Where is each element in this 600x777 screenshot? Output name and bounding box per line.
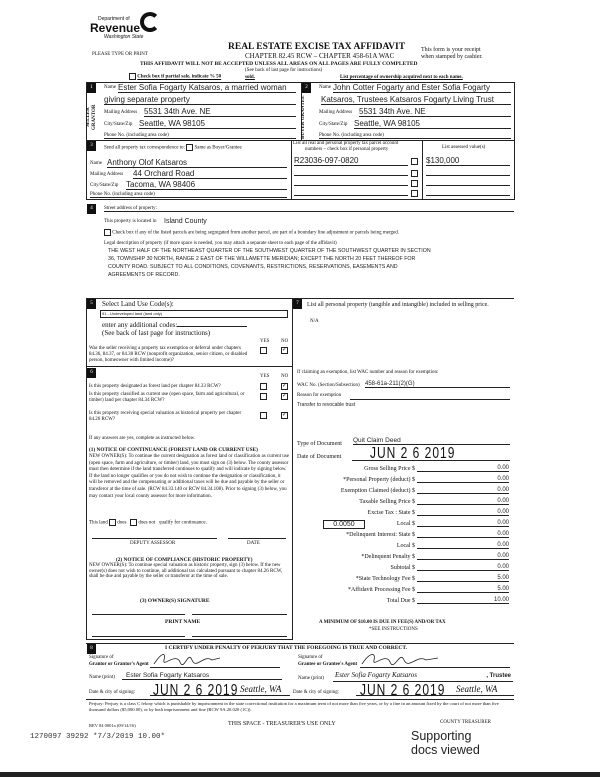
rev-number: REV 84 0001a (09/14/16) xyxy=(89,723,136,728)
historic-no-checkbox[interactable]: ✓ xyxy=(282,412,288,418)
wac-input[interactable]: 458-61a-211(2)(G) xyxy=(365,381,510,388)
grantor-signature[interactable] xyxy=(150,656,280,668)
fee-label: Total Due $ xyxy=(386,598,415,604)
seller-city[interactable]: Seattle, WA 98105 xyxy=(139,119,296,129)
logo-line3: Washington State xyxy=(104,34,144,40)
no-header-5: NO xyxy=(281,339,289,344)
notice1-title: (1) NOTICE OF CONTINUANCE (FOREST LAND OR CURRENT USE) xyxy=(89,447,258,453)
current-use-question: Is this property classified as current use (open space, farm and agricultural, or timber) land per chapter 84.34 RCW? xyxy=(89,392,245,403)
land-use-select[interactable]: 91 - Undeveloped land (land only) xyxy=(100,310,288,318)
reason-input[interactable]: Transfer to revocable trust xyxy=(297,402,356,408)
parcel-header-1: List all real and personal property tax parcel account xyxy=(293,141,399,146)
notice2-title: (2) NOTICE OF COMPLIANCE (HISTORIC PROPERTY) xyxy=(116,557,253,563)
grantor-sig-label-1: Signature of xyxy=(89,655,114,660)
fee-value[interactable]: 0.00 xyxy=(417,520,509,527)
section-5-number: 5 xyxy=(87,299,96,309)
logo-swirl-icon xyxy=(140,12,160,32)
fee-value[interactable]: 0.00 xyxy=(417,542,509,549)
personal-property-value[interactable]: N/A xyxy=(310,319,319,324)
form-warning: THIS AFFIDAVIT WILL NOT BE ACCEPTED UNLESS ALL AREAS ON ALL PAGES ARE FULLY COMPLETED xyxy=(140,61,418,67)
fee-label: *Affidavit Processing Fee $ xyxy=(347,587,415,593)
grantor-city-handwritten: Seattle, WA xyxy=(240,684,282,694)
corr-name[interactable]: Anthony Olof Katsaros xyxy=(107,158,287,168)
grantor-name-label: Name (print) xyxy=(89,675,115,680)
fee-label: *Delinquent Interest: State $ xyxy=(346,532,415,538)
perjury-statement: Perjury: Perjury is a class C felony which is punishable by imprisonment in the state correctional institution for a maximum term of not more than five years, or by a fine in an amount fixed by the court of not more than five thousand dollars ($5,000.00), or by both imprisonment and fine (RCW 9A.20.020 (1C)). xyxy=(89,701,499,712)
yes-header-5: YES xyxy=(260,339,270,344)
grantee-signature-scribble xyxy=(360,650,440,666)
grantee-date-city[interactable] xyxy=(356,680,514,700)
grantee-date-label: Date & city of signing: xyxy=(293,690,340,695)
owner-signature-line-1[interactable] xyxy=(92,614,185,615)
logo-line1: Department of xyxy=(98,16,130,22)
treasurer-space: THIS SPACE - TREASURER'S USE ONLY xyxy=(228,721,336,727)
local-rate-input[interactable]: 0.0050 xyxy=(323,520,365,529)
corr-address[interactable]: 44 Orchard Road xyxy=(133,169,287,179)
seller-name-2[interactable]: giving separate property xyxy=(104,95,296,105)
personal-property-label: List all personal property (tangible and intangible) included in selling price. xyxy=(307,302,489,308)
doc-date-input[interactable] xyxy=(352,443,510,463)
fee-label: *Personal Property (deduct) $ xyxy=(343,477,415,483)
fee-label: Local $ xyxy=(396,521,415,527)
fee-label: Exemption Claimed (deduct) $ xyxy=(340,488,415,494)
corr-name-label: Name xyxy=(90,161,102,166)
legal-label: Legal description of property (if more space is needed, you may attach a separate sheet to each page of the affidavit) xyxy=(104,241,337,246)
sold-label: sold. xyxy=(245,75,255,80)
reason-label: Reason for exemption xyxy=(297,393,342,398)
corr-address-label: Mailing Address xyxy=(90,172,124,177)
personal-property-checkbox-1[interactable] xyxy=(411,158,418,165)
continuance-row: This land does does not qualify for continuance. xyxy=(89,520,207,526)
fee-value[interactable]: 0.00 xyxy=(417,465,509,472)
perjury-divider xyxy=(86,699,514,700)
owner-signature-line-2[interactable] xyxy=(192,614,287,615)
street-address[interactable]: Street address of property: xyxy=(104,206,514,212)
right-column-divider xyxy=(292,366,294,640)
grantee-name-handwritten: Ester Sofia Fogarty Katsaros xyxy=(335,671,417,679)
q5-yes-checkbox[interactable] xyxy=(260,347,267,354)
notice2-body: NEW OWNER(S): To continue special valuation as historic property, sign (3) below. If the new owner(s) does not wish to continue, all additional tax calculated pursuant to chapter 84.26 RCW, shall be due and payable by the seller or transferor at the time of sale. xyxy=(89,563,283,580)
buyer-name-label: Name xyxy=(319,85,331,90)
correspondence-label: Send all property tax correspondence to: Same as Buyer/Grantee xyxy=(104,145,242,151)
fee-label: Taxable Selling Price $ xyxy=(359,499,415,505)
print-name-line-1[interactable] xyxy=(92,636,185,637)
buyer-address[interactable]: 5531 34th Ave. NE xyxy=(359,107,511,117)
fee-value[interactable]: 0.00 xyxy=(417,531,509,538)
historic-question: Is this property receiving special valuation as historical property per chapter 84.26 RCW? xyxy=(89,411,242,422)
corr-phone[interactable]: Phone No. (including area code) xyxy=(90,192,287,198)
seller-address-label: Mailing Address xyxy=(104,110,138,115)
section-2-number: 2 xyxy=(302,83,311,93)
grantee-date-stamp: JUN 2 6 2019 xyxy=(360,680,446,700)
grantor-sig-label-2: Grantor or Grantor's Agent xyxy=(89,662,149,667)
parcel-number-4[interactable] xyxy=(294,188,408,196)
form-title: REAL ESTATE EXCISE TAX AFFIDAVIT xyxy=(228,42,406,52)
please-type: PLEASE TYPE OR PRINT xyxy=(92,52,148,57)
section-7-number: 7 xyxy=(293,299,302,309)
partial-sale-checkbox[interactable] xyxy=(129,73,136,80)
trustee-label: , Trustee xyxy=(486,673,511,679)
owner-signature-label: (3) OWNER(S) SIGNATURE xyxy=(140,598,210,604)
county-value[interactable]: Island County xyxy=(164,218,207,225)
see-back: (See back of last page for instructions) xyxy=(245,68,323,73)
forest-yes-checkbox[interactable] xyxy=(260,383,267,390)
minimum-note: A MINIMUM OF $10.00 IS DUE IN FEE(S) AND/OR TAX xyxy=(319,620,446,625)
fee-value[interactable]: 0.00 xyxy=(417,553,509,560)
receipt-note-2: when stamped by cashier. xyxy=(421,54,483,60)
doc-type-input[interactable]: Quit Claim Deed xyxy=(353,437,510,445)
forest-no-checkbox[interactable]: ✓ xyxy=(282,383,288,389)
logo-line2: Revenue xyxy=(90,21,141,35)
located-in-label: This property is located in xyxy=(104,219,157,224)
scan-edge xyxy=(0,772,600,777)
q5-no-checkbox[interactable]: ✓ xyxy=(282,347,288,353)
certify-statement: I CERTIFY UNDER PENALTY OF PERJURY THAT THE FOREGOING IS TRUE AND CORRECT. xyxy=(165,645,408,651)
exemption-label: If claiming an exemption, list WAC number and reason for exemption: xyxy=(297,370,439,375)
right-column-top-border xyxy=(292,298,514,299)
assessor-date-line[interactable] xyxy=(228,538,286,539)
seller-address[interactable]: 5531 34th Ave. NE xyxy=(144,107,296,117)
grantor-date-label: Date & city of signing: xyxy=(89,690,136,695)
fee-value[interactable]: 0.00 xyxy=(417,509,509,516)
grantor-signature-scribble xyxy=(152,650,222,666)
does-checkbox[interactable] xyxy=(109,519,116,526)
fee-label: Gross Selling Price $ xyxy=(364,466,415,472)
grantee-sig-label-1: Signature of xyxy=(298,655,323,660)
doc-date-label: Date of Document xyxy=(297,454,342,460)
buyer-name-2[interactable]: Katsaros, Trustees Katsaros Fogarty Living Trust xyxy=(321,95,511,105)
legal-line-2: 36, TOWNSHIP 30 NORTH, RANGE 2 EAST OF THE WILLAMETTE MERIDIAN; EXCEPT THE NORTH 20 FEET THEREOF FOR xyxy=(108,256,416,262)
reason-line xyxy=(350,399,510,400)
grantor-name[interactable]: Ester Sofia Fogarty Katsaros xyxy=(122,672,282,680)
fee-value[interactable]: 0.00 xyxy=(417,476,509,483)
segregated-row: Check box if any of the listed parcels are being segregated from another parcel, are part of a boundary line adjustment or parcels being merged. xyxy=(104,229,399,236)
corr-city-label: City/State/Zip xyxy=(90,183,119,188)
section-4-number: 4 xyxy=(87,204,96,214)
seller-side-label: SELLER GRANTOR xyxy=(86,104,97,131)
land-use-see-back: (See back of last page for instructions) xyxy=(102,329,211,337)
section-8-top-border xyxy=(86,643,514,644)
section-8-number: 8 xyxy=(87,644,96,654)
seller-name-1[interactable]: Ester Sofia Fogarty Katsaros, a married woman xyxy=(118,83,296,93)
fee-label: Local $ xyxy=(396,543,415,549)
assessed-value-3[interactable] xyxy=(426,178,510,186)
parcel-number-3[interactable] xyxy=(294,178,408,186)
receipt-note-1: This form is your receipt xyxy=(421,47,481,53)
date-label: DATE xyxy=(247,541,260,546)
grantee-signature[interactable] xyxy=(360,656,510,668)
corr-city[interactable]: Tacoma, WA 98406 xyxy=(126,180,287,190)
yes-header-6: YES xyxy=(260,374,270,379)
receipt-line: 1270097 39292 *7/3/2019 10.00* xyxy=(30,733,166,741)
seller-city-label: City/State/Zip xyxy=(104,122,133,127)
supporting-docs-stamp: Supporting docs viewed xyxy=(411,729,480,757)
buyer-side-label: BUYER GRANTEE xyxy=(301,95,306,140)
personal-property-checkbox-4[interactable] xyxy=(411,190,418,197)
ownership-note: List percentage of ownership acquired next to each name. xyxy=(340,75,463,80)
county-treasurer: COUNTY TREASURER xyxy=(440,720,491,725)
assessed-value-1[interactable]: $130,000 xyxy=(426,156,510,166)
current-use-no-checkbox[interactable]: ✓ xyxy=(282,393,288,399)
fee-value[interactable]: 5.00 xyxy=(417,586,509,593)
does-not-checkbox[interactable] xyxy=(130,519,137,526)
print-name-line-2[interactable] xyxy=(192,636,287,637)
legal-line-3: COUNTY ROAD. SUBJECT TO ALL CONDITIONS, COVENANTS, RESTRICTIONS, RESERVATIONS, EASEMENTS AND xyxy=(108,264,398,270)
fee-label: *Delinquent Penalty $ xyxy=(361,554,415,560)
buyer-city[interactable]: Seattle, WA 98105 xyxy=(354,119,511,129)
section-1-number: 1 xyxy=(87,83,96,93)
print-name-label: PRINT NAME xyxy=(165,619,201,625)
grantee-name-label: Name (print) xyxy=(298,676,324,681)
legal-line-4: AGREEMENTS OF RECORD. xyxy=(108,272,180,278)
doc-type-label: Type of Document xyxy=(297,441,342,447)
assessed-header: List assessed value(s) xyxy=(442,145,486,150)
grantor-date-city[interactable] xyxy=(150,680,290,700)
seller-phone[interactable]: Phone No. (including area code) xyxy=(104,133,296,139)
fee-label: Subtotal $ xyxy=(390,565,415,571)
parcel-number-2[interactable] xyxy=(294,168,408,176)
fee-value[interactable]: 0.00 xyxy=(417,564,509,571)
buyer-phone[interactable]: Phone No. (including area code) xyxy=(319,133,511,139)
assessed-value-2[interactable] xyxy=(426,168,510,176)
deputy-assessor-label: DEPUTY ASSESSOR xyxy=(130,541,176,546)
notice1-body: NEW OWNER(S): To continue the current designation as forest land or classification as current use (open space, farm and agriculture, or timber) land, you must sign on (3) below. The county assessor must then determine if the land transferred continues to qualify and will indicate by signing below. If the land no longer qualifies or you do not wish to continue the designation or classification, it will be removed and the compensating or additional taxes will be due and payable by the seller or transferor at the time of sale. (RCW 84.33.140 or RCW 84.34.108). Prior to signing (3) below, you may contact your local county assessor for more information. xyxy=(89,454,289,499)
partial-sale: Check box if partial sale, indicate % 50 xyxy=(129,73,221,80)
section-6-number: 6 xyxy=(87,368,96,378)
additional-codes-input[interactable] xyxy=(177,320,247,327)
no-header-6: NO xyxy=(281,374,289,379)
current-use-yes-checkbox[interactable] xyxy=(260,393,267,400)
land-use-label: Select Land Use Code(s): xyxy=(102,300,174,308)
grantee-sig-label-2: Grantee or Grantee's Agent xyxy=(298,662,358,667)
buyer-name-1[interactable]: John Cotter Fogarty and Ester Sofia Fogarty xyxy=(333,83,511,93)
fee-label: *State Technology Fee $ xyxy=(355,576,415,582)
buyer-address-label: Mailing Address xyxy=(319,110,353,115)
parcel-header-2: numbers – check box if personal property xyxy=(305,147,389,152)
fee-value[interactable]: 5.00 xyxy=(417,575,509,582)
seller-name-label: Name xyxy=(104,85,116,90)
deputy-assessor-line[interactable] xyxy=(92,538,217,539)
historic-yes-checkbox[interactable] xyxy=(260,412,267,419)
parcel-number-1[interactable]: R23036-097-0820 xyxy=(294,156,408,166)
grantor-date-stamp: JUN 2 6 2019 xyxy=(153,680,239,700)
fee-value[interactable]: 0.00 xyxy=(417,487,509,494)
exemption-question: Was the seller receiving a property tax exemption or deferral under chapters 84.36, 84.37, or 84.38 RCW (nonprofit organization, senior citizen, or disabled person, homeowner with limited income)? xyxy=(89,346,248,363)
forest-question: Is this property designated as forest land per chapter 84.33 RCW? xyxy=(89,384,221,389)
section-3-number: 3 xyxy=(87,141,96,151)
assessed-value-4[interactable] xyxy=(426,188,510,196)
fee-value[interactable]: 10.00 xyxy=(417,597,509,604)
fee-value[interactable]: 0.00 xyxy=(417,498,509,505)
wac-label: WAC No. (Section/Subsection) xyxy=(297,383,360,388)
personal-property-checkbox-3[interactable] xyxy=(411,180,418,187)
legal-line-1: THE WEST HALF OF THE NORTHEAST QUARTER OF THE SOUTHWEST QUARTER OF THE SOUTHWEST QUARTER IN SECTION xyxy=(108,248,431,254)
personal-property-checkbox-2[interactable] xyxy=(411,170,418,177)
segregated-checkbox[interactable] xyxy=(104,229,111,236)
see-instructions: *SEE INSTRUCTIONS xyxy=(369,627,418,632)
same-as-buyer-checkbox[interactable] xyxy=(186,144,193,151)
fee-label: Excise Tax : State $ xyxy=(367,510,415,516)
buyer-city-label: City/State/Zip xyxy=(319,122,348,127)
grantee-city-handwritten: Seattle, WA xyxy=(456,684,498,694)
additional-codes: enter any additional codes: xyxy=(102,320,247,329)
doc-date-stamp: JUN 2 6 2019 xyxy=(370,443,456,463)
if-yes-note: If any answers are yes, complete as instructed below. xyxy=(89,436,196,441)
divider xyxy=(86,366,293,367)
form-chapter: CHAPTER 82.45 RCW – CHAPTER 458-61A WAC xyxy=(245,52,395,60)
